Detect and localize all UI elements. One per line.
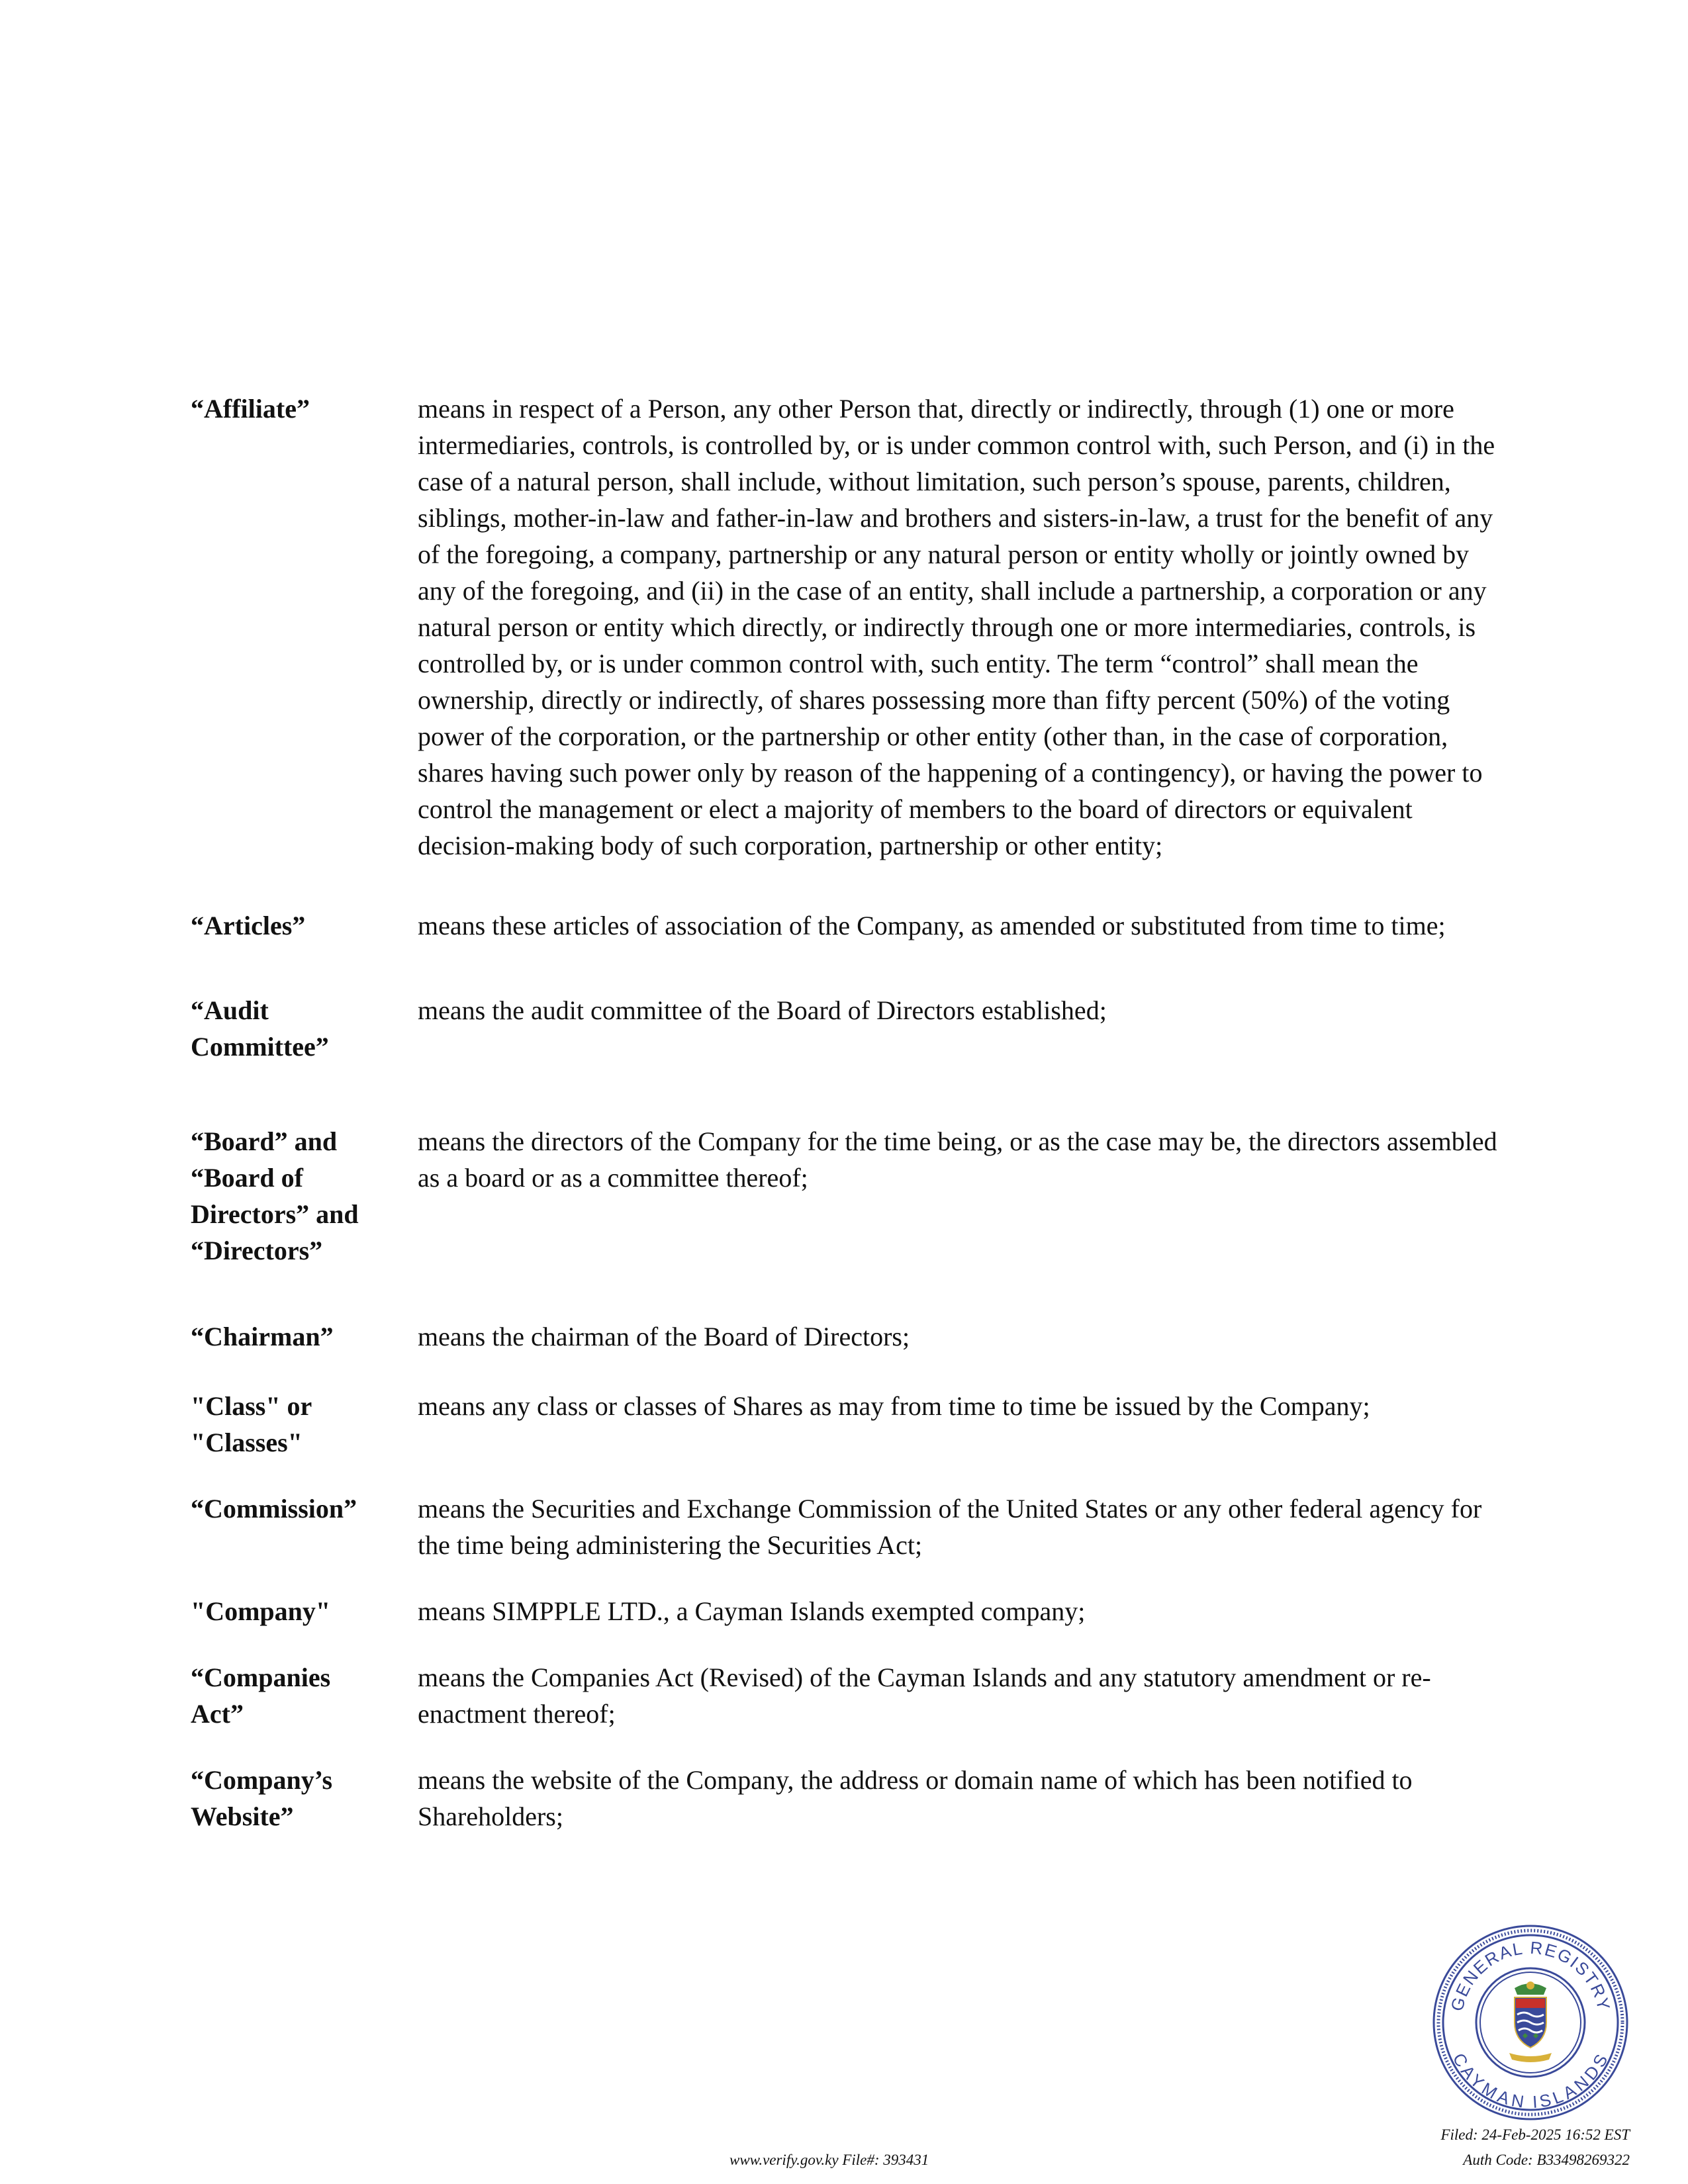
definition-affiliate <box>191 390 1501 864</box>
seal-bottom-text: CAYMAN ISLANDS <box>1448 2050 1613 2113</box>
definition-company <box>191 1593 1501 1629</box>
definitions-list <box>191 390 1501 1835</box>
definition-term: “Companies Act” <box>191 1662 331 1729</box>
definition-term: “Board” and “Board of Directors” and “Directors” <box>191 1126 359 1265</box>
definition-term: “Commission” <box>191 1494 357 1524</box>
definition-meaning: means SIMPPLE LTD., a Cayman Islands exempted company; <box>418 1596 1086 1626</box>
definition-term: “Affiliate” <box>191 394 310 424</box>
definition-commission <box>191 1490 1501 1563</box>
general-registry-seal <box>1431 1923 1630 2122</box>
file-reference: www.verify.gov.ky File#: 393431 <box>729 2152 929 2168</box>
definition-meaning: means the audit committee of the Board of Directors established; <box>418 995 1107 1025</box>
definition-meaning: means the Companies Act (Revised) of the Cayman Islands and any statutory amendment or re-enactment thereof; <box>418 1662 1431 1729</box>
definition-companies-act <box>191 1659 1501 1732</box>
definition-articles <box>191 907 1501 944</box>
definition-meaning: means the website of the Company, the address or domain name of which has been notified to Shareholders; <box>418 1765 1413 1831</box>
definition-term: “Articles” <box>191 911 306 940</box>
definition-audit-committee <box>191 992 1501 1065</box>
definition-term: “Audit Committee” <box>191 995 329 1062</box>
definition-meaning: means the directors of the Company for the time being, or as the case may be, the directors assembled as a board or as a committee thereof; <box>418 1126 1497 1193</box>
coat-of-arms-icon <box>1509 1981 1552 2062</box>
definition-meaning: means any class or classes of Shares as may from time to time be issued by the Company; <box>418 1391 1370 1421</box>
seal-top-text: GENERAL REGISTRY <box>1446 1937 1615 2013</box>
definition-company-website <box>191 1762 1501 1835</box>
definition-meaning: means the Securities and Exchange Commission of the United States or any other federal agency for the time being administering the Securities Act; <box>418 1494 1482 1560</box>
definition-board <box>191 1123 1501 1269</box>
definition-term: "Class" or "Classes" <box>191 1391 312 1457</box>
definition-term: “Company’s Website” <box>191 1765 333 1831</box>
definition-meaning: means the chairman of the Board of Directors; <box>418 1322 910 1351</box>
definition-meaning: means in respect of a Person, any other Person that, directly or indirectly, through (1) one or more intermediaries, controls, is controlled by, or is under common control with, such Person, and (i) in the case of a natural person, shall include, without limitation, such person’s spouse, parents, children, siblings, mother-in-law and father-in-law and brothers and sisters-in-law, a trust for the benefit of any of the foregoing, a company, partnership or any natural person or entity wholly or jointly owned by any of the foregoing, and (ii) in the case of an entity, shall include a partnership, a corporation or any natural person or entity which directly, or indirectly through one or more intermediaries, controls, is controlled by, or is under common control with, such entity. The term “control” shall mean the ownership, directly or indirectly, of shares possessing more than fifty percent (50%) of the voting power of the corporation, or the partnership or other entity (other than, in the case of corporation, shares having such power only by reason of the happening of a contingency), or having the power to control the management or elect a majority of members to the board of directors or equivalent decision-making body of such corporation, partnership or other entity; <box>418 394 1495 860</box>
definition-chairman <box>191 1318 1501 1355</box>
definition-term: "Company" <box>191 1596 331 1626</box>
definition-term: “Chairman” <box>191 1322 334 1351</box>
filed-timestamp: Filed: 24-Feb-2025 16:52 EST <box>1440 2126 1630 2143</box>
auth-code: Auth Code: B33498269322 <box>1463 2152 1630 2168</box>
definition-class <box>191 1388 1501 1461</box>
definition-meaning: means these articles of association of the Company, as amended or substituted from time to time; <box>418 911 1446 940</box>
